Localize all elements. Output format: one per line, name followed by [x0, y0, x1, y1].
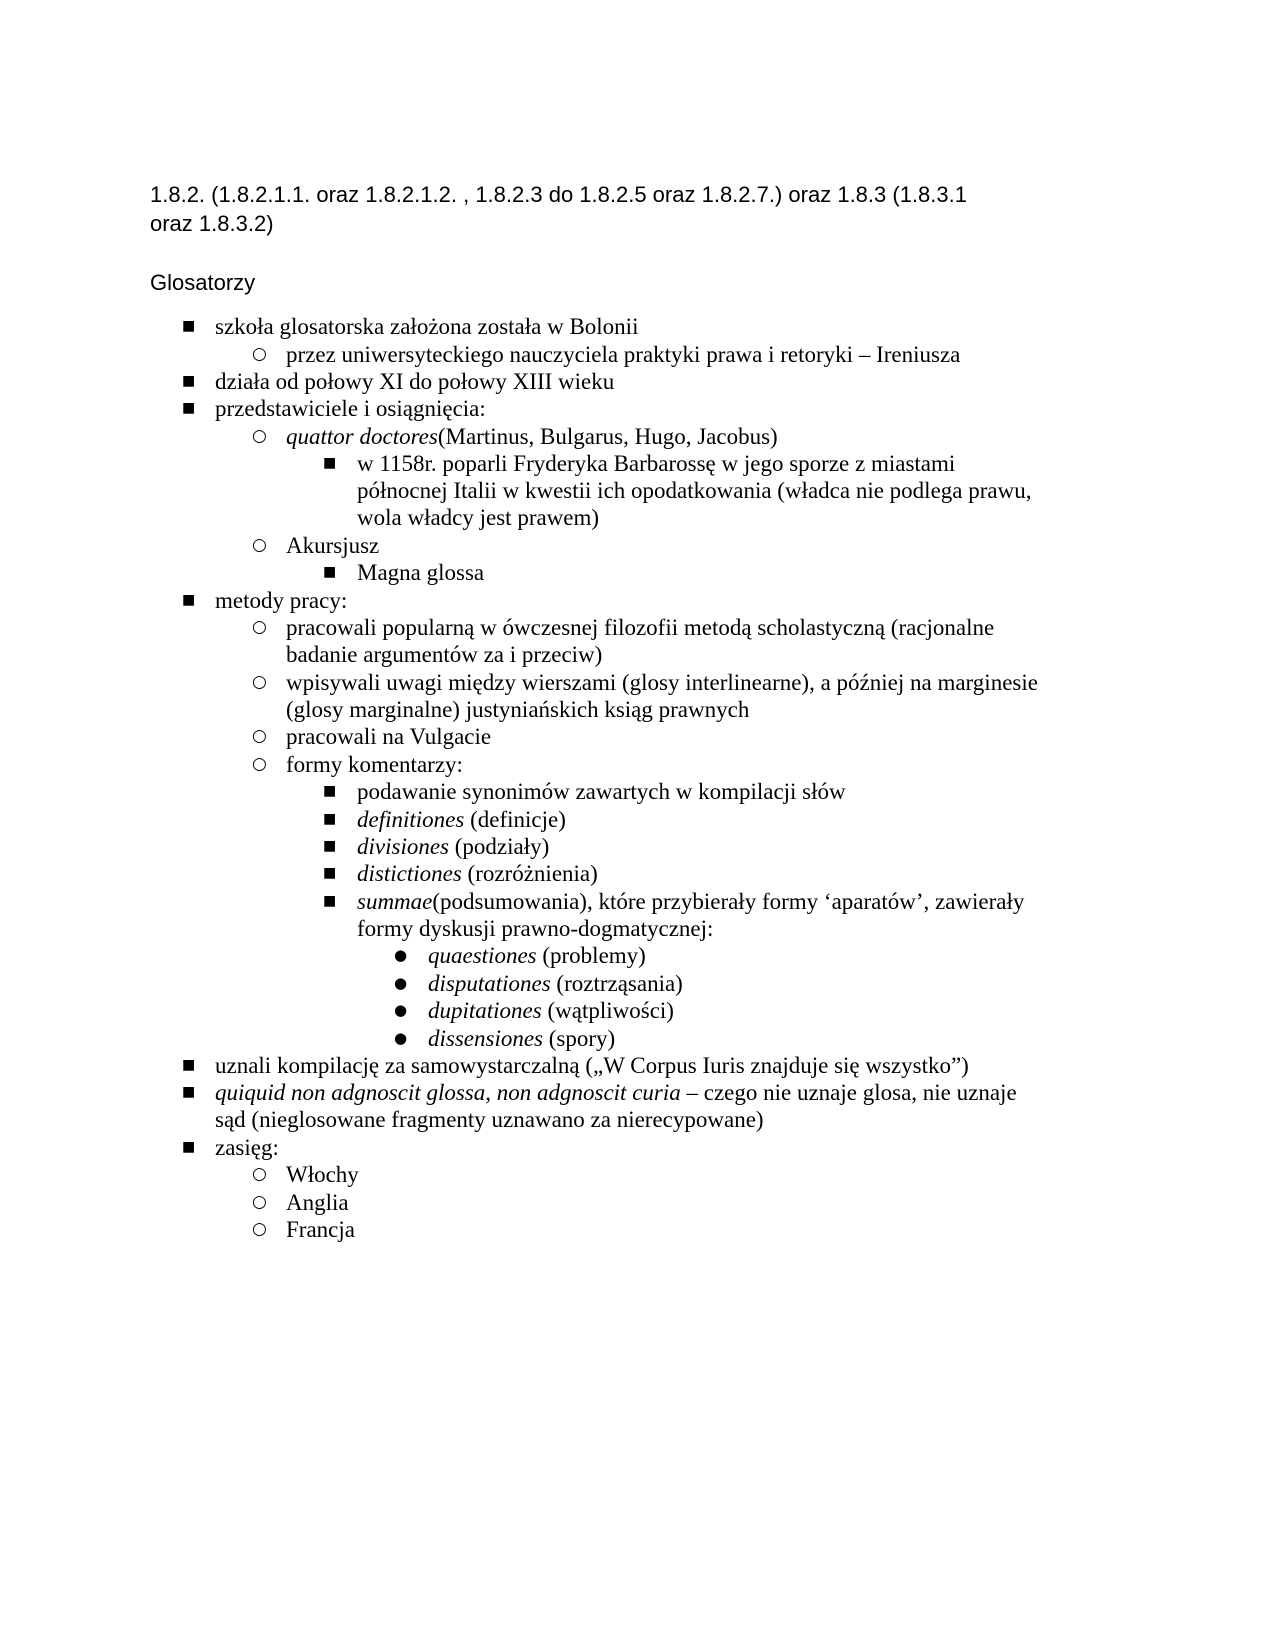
list-item: Anglia — [286, 1190, 349, 1215]
circle-bullet-icon: ○ — [252, 617, 267, 637]
square-bullet-icon: ■ — [323, 865, 337, 881]
latin-term: divisiones — [357, 834, 449, 859]
latin-maxim: quiquid non adgnoscit glossa, non adgnoscit curia — [215, 1080, 681, 1105]
circle-bullet-icon: ○ — [252, 754, 267, 774]
list-item — [215, 1078, 1017, 1107]
list-item-continuation: północnej Italii w kwestii ich opodatkowania (władca nie podlega prawu, — [357, 478, 1032, 503]
dot-bullet-icon: ● — [394, 1001, 408, 1019]
title-line-1: 1.8.2. (1.8.2.1.1. oraz 1.8.2.1.2. , 1.8.2.3 do 1.8.2.5 oraz 1.8.2.7.) oraz 1.8.3 (1.8.3.1 — [150, 182, 967, 207]
circle-bullet-icon: ○ — [252, 426, 267, 446]
square-bullet-icon: ■ — [323, 838, 337, 854]
circle-bullet-icon: ○ — [252, 1164, 267, 1184]
list-item: w 1158r. poparli Fryderyka Barbarossę w jego sporze z miastami — [357, 451, 956, 476]
latin-term: dissensiones — [428, 1026, 543, 1051]
item-text: (podziały) — [449, 834, 550, 859]
latin-term: definitiones — [357, 807, 465, 832]
list-item: Akursjusz — [286, 533, 380, 558]
list-item-continuation: sąd (nieglosowane fragmenty uznawano za nierecypowane) — [215, 1107, 764, 1132]
item-text: (Martinus, Bulgarus, Hugo, Jacobus) — [437, 424, 778, 449]
square-bullet-icon: ■ — [323, 811, 337, 827]
list-item — [428, 941, 646, 970]
latin-term: quaestiones — [428, 943, 537, 968]
list-item: podawanie synonimów zawartych w kompilacji słów — [357, 779, 846, 804]
list-item: formy komentarzy: — [286, 752, 463, 777]
document-title — [150, 180, 1110, 238]
dot-bullet-icon: ● — [394, 946, 408, 964]
item-text: (definicje) — [464, 807, 566, 832]
square-bullet-icon: ■ — [182, 400, 196, 416]
list-item: metody pracy: — [215, 588, 348, 613]
item-text: (problemy) — [536, 943, 646, 968]
list-item-continuation: wola władcy jest prawem) — [357, 505, 600, 530]
latin-term: summae — [357, 889, 433, 914]
square-bullet-icon: ■ — [182, 592, 196, 608]
item-text: – czego nie uznaje glosa, nie uznaje — [680, 1080, 1017, 1105]
square-bullet-icon: ■ — [323, 564, 337, 580]
list-item: zasięg: — [215, 1135, 279, 1160]
list-item — [286, 422, 778, 451]
circle-bullet-icon: ○ — [252, 1192, 267, 1212]
list-item: działa od połowy XI do połowy XIII wieku — [215, 369, 615, 394]
square-bullet-icon: ■ — [182, 318, 196, 334]
latin-term: dupitationes — [428, 998, 542, 1023]
list-item — [428, 969, 683, 998]
item-text: (podsumowania), które przybierały formy ‘aparatów’, zawierały — [432, 889, 1025, 914]
square-bullet-icon: ■ — [323, 783, 337, 799]
list-item: Włochy — [286, 1162, 359, 1187]
circle-bullet-icon: ○ — [252, 344, 267, 364]
square-bullet-icon: ■ — [323, 893, 337, 909]
square-bullet-icon: ■ — [323, 455, 337, 471]
list-item: pracowali popularną w ówczesnej filozofii metodą scholastyczną (racjonalne — [286, 615, 995, 640]
list-item — [357, 887, 1024, 916]
list-item: Francja — [286, 1217, 355, 1242]
item-text: (rozróżnienia) — [461, 861, 598, 886]
list-item-continuation: formy dyskusji prawno-dogmatycznej: — [357, 916, 714, 941]
latin-term: quattor doctores — [286, 424, 438, 449]
list-item — [428, 1024, 615, 1053]
list-item — [428, 996, 674, 1025]
item-text: (wątpliwości) — [541, 998, 674, 1023]
list-item-continuation: badanie argumentów za i przeciw) — [286, 642, 603, 667]
latin-term: disputationes — [428, 971, 551, 996]
list-item-continuation: (glosy marginalne) justyniańskich ksiąg prawnych — [286, 697, 750, 722]
list-item: wpisywali uwagi między wierszami (glosy interlinearne), a później na marginesie — [286, 670, 1038, 695]
list-item: uznali kompilację za samowystarczalną („W Corpus Iuris znajduje się wszystko”) — [215, 1053, 969, 1078]
square-bullet-icon: ■ — [182, 1084, 196, 1100]
list-item: przedstawiciele i osiągnięcia: — [215, 396, 486, 421]
title-line-2: oraz 1.8.3.2) — [150, 211, 274, 236]
circle-bullet-icon: ○ — [252, 726, 267, 746]
list-item: przez uniwersyteckiego nauczyciela praktyki prawa i retoryki – Ireniusza — [286, 342, 961, 367]
list-item: Magna glossa — [357, 560, 485, 585]
circle-bullet-icon: ○ — [252, 535, 267, 555]
list-item: szkoła glosatorska założona została w Bolonii — [215, 314, 639, 339]
latin-term: distictiones — [357, 861, 462, 886]
square-bullet-icon: ■ — [182, 1057, 196, 1073]
list-item — [357, 859, 598, 888]
circle-bullet-icon: ○ — [252, 1219, 267, 1239]
circle-bullet-icon: ○ — [252, 672, 267, 692]
dot-bullet-icon: ● — [394, 1029, 408, 1047]
list-item — [357, 805, 566, 834]
list-item: pracowali na Vulgacie — [286, 724, 492, 749]
list-item — [357, 832, 549, 861]
square-bullet-icon: ■ — [182, 373, 196, 389]
item-text: (spory) — [543, 1026, 616, 1051]
square-bullet-icon: ■ — [182, 1139, 196, 1155]
item-text: (roztrząsania) — [550, 971, 683, 996]
dot-bullet-icon: ● — [394, 974, 408, 992]
section-title: Glosatorzy — [150, 270, 256, 295]
